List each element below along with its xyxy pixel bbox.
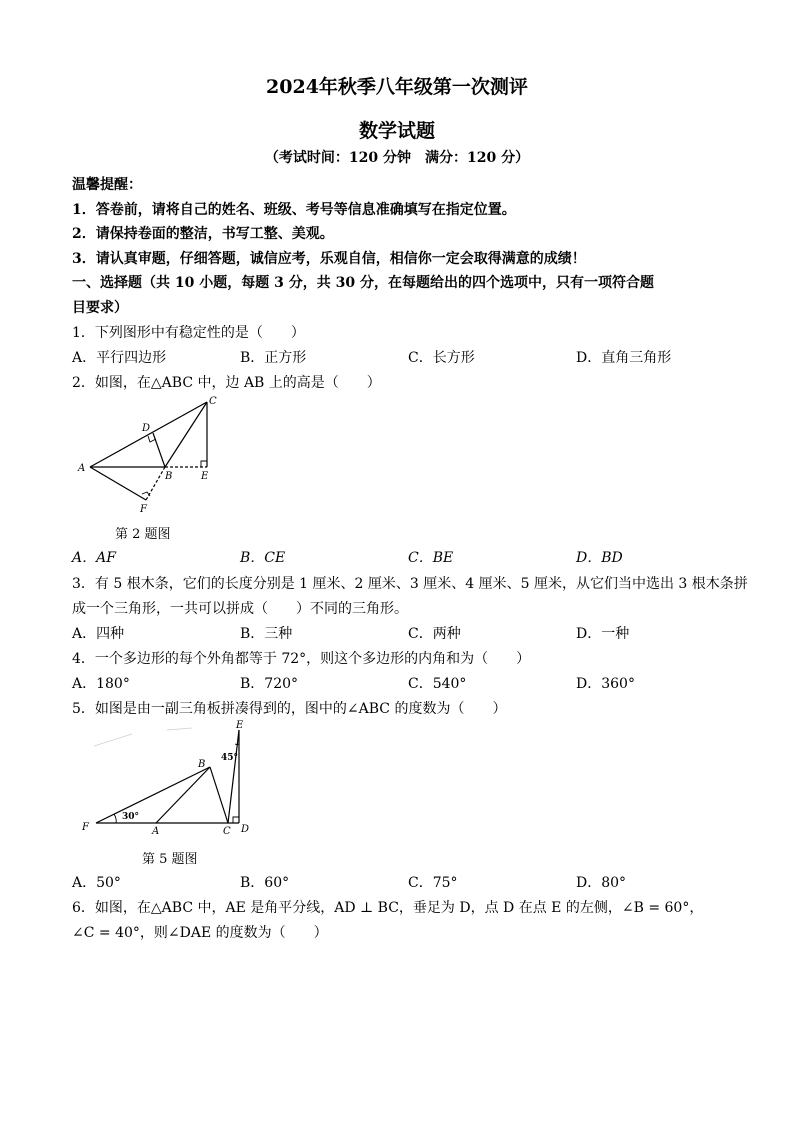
q1-option-a: A．平行四边形 [72, 350, 167, 366]
line-af [90, 467, 146, 500]
label-30: 30° [122, 812, 140, 822]
notice-item: 1．答卷前，请将自己的姓名、班级、考号等信息准确填写在指定位置。 [72, 202, 516, 218]
label-d: D [241, 824, 250, 835]
exam-info: （考试时间：120 分钟 满分：120 分） [264, 150, 530, 166]
notice-heading: 温馨提醒： [72, 177, 142, 193]
q5-figure-caption: 第 5 题图 [142, 852, 198, 867]
q1-option-d: D．直角三角形 [576, 350, 672, 366]
q3-option-c: C．两种 [408, 626, 461, 642]
right-angle-e [201, 461, 207, 467]
right-angle-d [233, 817, 239, 823]
label-a: A [152, 826, 160, 837]
label-e: E [236, 720, 244, 731]
q3-option-b: B．三种 [240, 626, 293, 642]
q1-option-c: C．长方形 [408, 350, 475, 366]
q4-option-b: B．720° [240, 676, 299, 692]
q4-option-d: D．360° [576, 676, 635, 692]
q5-option-c: C．75° [408, 875, 458, 891]
question-6-stem-cont: ∠C = 40°，则∠DAE 的度数为（ ） [72, 925, 328, 941]
q5-option-d: D．80° [576, 875, 627, 891]
exam-title: 2024年秋季八年级第一次测评 [266, 76, 528, 98]
question-4-stem: 4．一个多边形的每个外角都等于 72°，则这个多边形的内角和为（ ） [72, 651, 531, 667]
q5-option-a: A．50° [72, 875, 121, 891]
label-a: A [78, 463, 86, 474]
question-3-stem: 3．有 5 根木条，它们的长度分别是 1 厘米、2 厘米、3 厘米、4 厘米、5 厘米，从它们当中选出 3 根木条拼 [72, 576, 748, 592]
q3-option-d: D．一种 [576, 626, 630, 642]
line-bd [153, 433, 165, 467]
line-ec [228, 730, 239, 823]
label-c: C [223, 826, 231, 837]
q2-figure [72, 392, 232, 517]
label-f: F [82, 822, 89, 833]
faint-mark [94, 734, 132, 746]
label-e: E [201, 471, 209, 482]
question-3-stem-cont: 成一个三角形，一共可以拼成（ ）不同的三角形。 [72, 601, 408, 617]
label-f: F [140, 504, 147, 515]
q2-option-c: C．BE [408, 550, 454, 566]
q4-option-c: C．540° [408, 676, 467, 692]
label-45: 45° [221, 753, 239, 763]
q2-option-d: D．BD [576, 550, 623, 566]
q2-option-b: B．CE [240, 550, 286, 566]
angle-arc-f [114, 814, 116, 823]
notice-item: 2．请保持卷面的整洁，书写工整、美观。 [72, 226, 334, 242]
notice-item: 3．请认真审题，仔细答题，诚信应考，乐观自信，相信你一定会取得满意的成绩！ [72, 251, 586, 267]
line-fb [96, 767, 210, 823]
q5-option-b: B．60° [240, 875, 290, 891]
q1-option-b: B．正方形 [240, 350, 307, 366]
label-d: D [142, 423, 151, 434]
line-ba [156, 767, 210, 823]
section-heading: 一、选择题（共 10 小题，每题 3 分，共 30 分，在每题给出的四个选项中，只有一项符合题 [72, 275, 654, 291]
q5-figure [72, 716, 262, 840]
label-b: B [165, 471, 173, 482]
line-bc [210, 767, 228, 823]
q2-figure-caption: 第 2 题图 [115, 527, 171, 542]
line-ac [90, 402, 207, 467]
question-1-stem: 1．下列图形中有稳定性的是（ ） [72, 325, 305, 341]
question-2-stem: 2．如图，在△ABC 中，边 AB 上的高是（ ） [72, 375, 381, 391]
exam-subject: 数学试题 [358, 120, 435, 142]
label-c: C [209, 396, 217, 407]
question-6-stem: 6．如图，在△ABC 中，AE 是角平分线，AD ⊥ BC，垂足为 D，点 D 在点 E 的左侧，∠B = 60°， [72, 900, 704, 916]
faint-mark [167, 728, 192, 730]
line-bc [165, 402, 207, 467]
label-b: B [198, 759, 206, 770]
section-heading-cont: 目要求） [72, 300, 128, 316]
question-5-stem: 5．如图是由一副三角板拼凑得到的，图中的∠ABC 的度数为（ ） [72, 701, 507, 717]
q3-option-a: A．四种 [72, 626, 125, 642]
q4-option-a: A．180° [72, 676, 130, 692]
q2-option-a: A．AF [72, 550, 116, 566]
